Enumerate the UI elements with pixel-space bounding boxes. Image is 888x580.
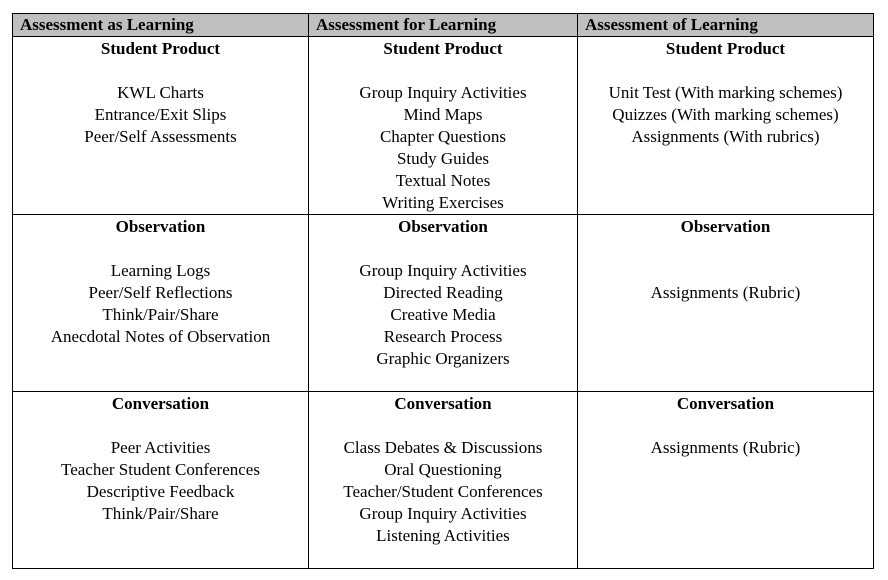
list-item: Think/Pair/Share [102, 504, 219, 523]
cell-student-product-as-learning [13, 37, 309, 215]
list-item: Entrance/Exit Slips [94, 105, 227, 124]
cell-item-list [13, 82, 308, 148]
list-item: Assignments (Rubric) [650, 438, 801, 457]
list-item: Group Inquiry Activities [359, 83, 527, 102]
cell-item-list [578, 260, 873, 304]
cell-conversation-of-learning [578, 392, 874, 569]
list-item: Teacher Student Conferences [61, 460, 260, 479]
cell-title: Student Product [100, 39, 221, 58]
cell-item-list [13, 260, 308, 348]
header-assessment-as-learning: Assessment as Learning [13, 14, 309, 37]
cell-item-list [13, 437, 308, 525]
list-item: Assignments (With rubrics) [631, 127, 820, 146]
list-item: KWL Charts [117, 83, 204, 102]
cell-item-list [578, 82, 873, 148]
cell-title: Observation [398, 217, 488, 236]
cell-observation-of-learning [578, 215, 874, 392]
list-item: Research Process [383, 327, 503, 346]
cell-title: Observation [115, 217, 206, 236]
cell-conversation-for-learning [309, 392, 578, 569]
list-item: Creative Media [390, 305, 496, 324]
list-item: Writing Exercises [382, 193, 504, 212]
list-item: Descriptive Feedback [86, 482, 235, 501]
cell-student-product-for-learning [309, 37, 578, 215]
list-item [578, 260, 873, 282]
header-row [13, 14, 874, 37]
list-item: Study Guides [396, 149, 490, 168]
list-item: Learning Logs [110, 261, 211, 280]
list-item: Teacher/Student Conferences [343, 482, 543, 501]
list-item: Unit Test (With marking schemes) [608, 83, 843, 102]
list-item: Quizzes (With marking schemes) [612, 105, 839, 124]
cell-title: Conversation [394, 394, 492, 413]
list-item: Assignments (Rubric) [650, 283, 801, 302]
cell-student-product-of-learning [578, 37, 874, 215]
cell-conversation-as-learning [13, 392, 309, 569]
header-assessment-for-learning: Assessment for Learning [309, 14, 578, 37]
cell-observation-for-learning [309, 215, 578, 392]
list-item: Chapter Questions [379, 127, 507, 146]
header-assessment-of-learning: Assessment of Learning [578, 14, 874, 37]
list-item: Anecdotal Notes of Observation [50, 327, 271, 346]
cell-title: Conversation [111, 394, 210, 413]
list-item: Peer/Self Reflections [88, 283, 233, 302]
cell-title: Student Product [665, 39, 786, 58]
cell-item-list [578, 437, 873, 459]
cell-item-list [309, 437, 577, 547]
table-row-student-product [13, 37, 874, 215]
list-item: Directed Reading [383, 283, 503, 302]
list-item: Group Inquiry Activities [359, 504, 527, 523]
list-item: Class Debates & Discussions [343, 438, 543, 457]
list-item: Listening Activities [376, 526, 510, 545]
cell-title: Conversation [676, 394, 775, 413]
table-row-conversation [13, 392, 874, 569]
list-item: Peer Activities [110, 438, 211, 457]
list-item: Textual Notes [395, 171, 491, 190]
list-item: Peer/Self Assessments [84, 127, 237, 146]
cell-item-list [309, 82, 577, 214]
cell-title: Observation [680, 217, 771, 236]
cell-title: Student Product [383, 39, 503, 58]
list-item: Group Inquiry Activities [359, 261, 527, 280]
list-item: Oral Questioning [384, 460, 502, 479]
list-item: Think/Pair/Share [102, 305, 219, 324]
list-item: Graphic Organizers [376, 349, 510, 368]
cell-item-list [309, 260, 577, 370]
assessment-table [12, 13, 874, 569]
table-row-observation [13, 215, 874, 392]
cell-observation-as-learning [13, 215, 309, 392]
list-item: Mind Maps [403, 105, 483, 124]
table-body [13, 37, 874, 569]
